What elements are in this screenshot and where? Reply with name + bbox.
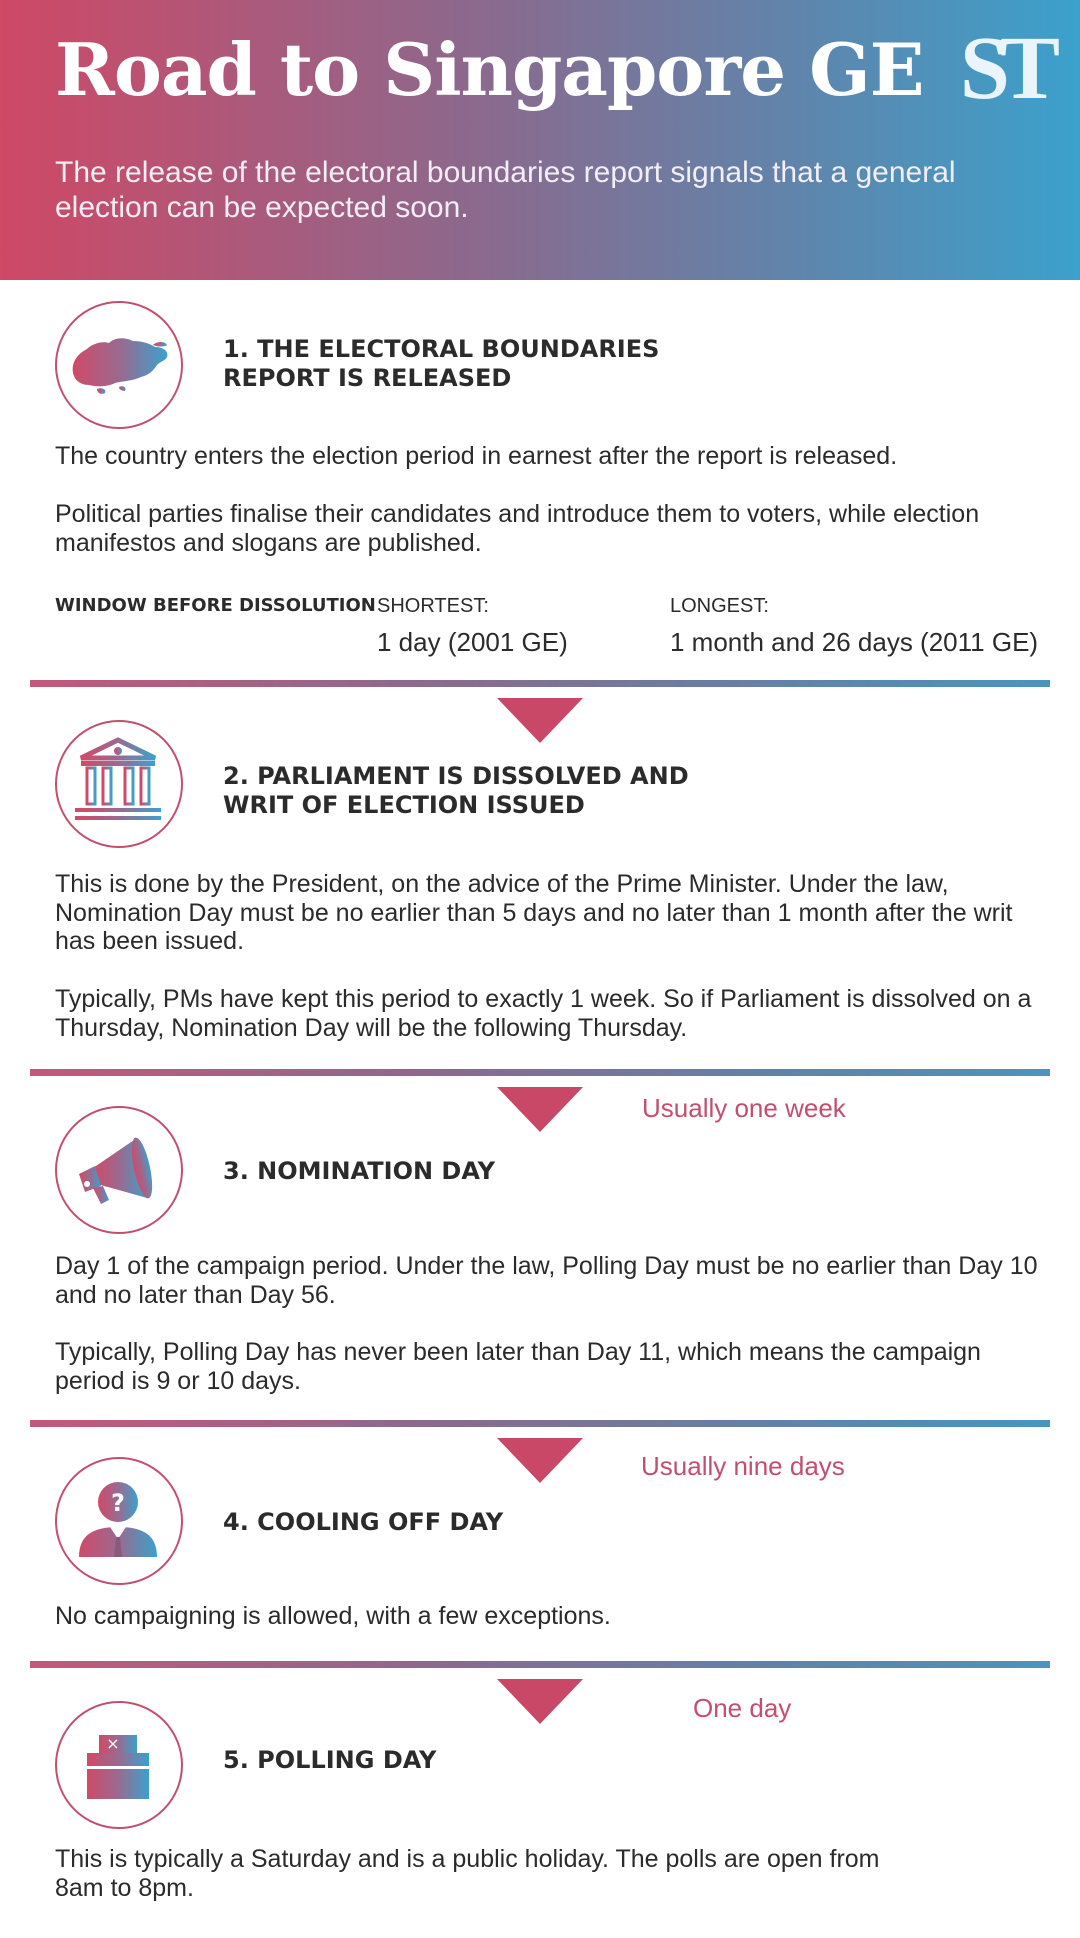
step-3-para-2: Typically, Polling Day has never been later than Day 11, which means the campaign period is 9 or 10 days. xyxy=(55,1338,981,1395)
st-logo: ST xyxy=(959,19,1050,118)
step-1-heading xyxy=(223,335,659,393)
step-4-para-1: No campaigning is allowed, with a few exceptions. xyxy=(55,1602,611,1630)
down-arrow-icon xyxy=(497,1087,583,1132)
step-5-para-1: This is typically a Saturday and is a public holiday. The polls are open from 8am to 8pm. xyxy=(55,1845,880,1902)
step-3-heading: 3. NOMINATION DAY xyxy=(223,1157,495,1185)
question-mark: ? xyxy=(111,1489,125,1517)
step-1-heading-line2: REPORT IS RELEASED xyxy=(223,363,512,392)
down-arrow-icon xyxy=(497,1438,583,1483)
megaphone-icon xyxy=(55,1106,183,1234)
window-before-dissolution-label: WINDOW BEFORE DISSOLUTION xyxy=(55,595,376,616)
longest-value: 1 month and 26 days (2011 GE) xyxy=(670,627,1039,657)
step-2-heading-line2: WRIT OF ELECTION ISSUED xyxy=(223,790,585,819)
step-1-para-1: The country enters the election period in earnest after the report is released. xyxy=(55,442,898,470)
page-subtitle: The release of the electoral boundaries report signals that a general election can be expected soon. xyxy=(55,156,956,224)
duration-label: Usually nine days xyxy=(641,1451,845,1481)
step-5-heading: 5. POLLING DAY xyxy=(223,1746,437,1774)
divider xyxy=(30,1069,1050,1076)
ballot-box-icon xyxy=(55,1701,183,1829)
step-4-heading: 4. COOLING OFF DAY xyxy=(223,1508,504,1536)
duration-label: One day xyxy=(693,1693,792,1723)
step-2-heading xyxy=(223,762,689,820)
step-1-para-2: Political parties finalise their candidates and introduce them to voters, while election manifestos and slogans are published. xyxy=(55,500,980,557)
person-question-icon xyxy=(55,1457,183,1585)
page-title: Road to Singapore GE xyxy=(55,27,924,112)
longest-label: LONGEST: xyxy=(670,595,769,617)
divider xyxy=(30,1420,1050,1427)
down-arrow-icon xyxy=(497,698,583,743)
singapore-map-icon xyxy=(55,301,183,429)
step-2-para-2: Typically, PMs have kept this period to exactly 1 week. So if Parliament is dissolved on a Thursday, Nomination Day will be the following Thursday. xyxy=(55,985,1032,1042)
shortest-value: 1 day (2001 GE) xyxy=(377,627,568,657)
divider xyxy=(30,680,1050,687)
step-2-para-1: This is done by the President, on the advice of the Prime Minister. Under the law, Nomination Day must be no earlier than 5 days and no later than 1 month after the writ has been issued. xyxy=(55,870,1013,955)
step-2-heading-line1: 2. PARLIAMENT IS DISSOLVED AND xyxy=(223,762,689,790)
shortest-label: SHORTEST: xyxy=(377,595,489,617)
step-3-para-1: Day 1 of the campaign period. Under the law, Polling Day must be no earlier than Day 10 and no later than Day 56. xyxy=(55,1252,1038,1309)
duration-label: Usually one week xyxy=(642,1093,846,1123)
divider xyxy=(30,1661,1050,1668)
ballot-mark: × xyxy=(106,1734,120,1753)
down-arrow-icon xyxy=(497,1679,583,1724)
header-banner xyxy=(0,0,1080,280)
step-1-heading-line1: 1. THE ELECTORAL BOUNDARIES xyxy=(223,335,660,363)
parliament-building-icon xyxy=(55,720,183,848)
